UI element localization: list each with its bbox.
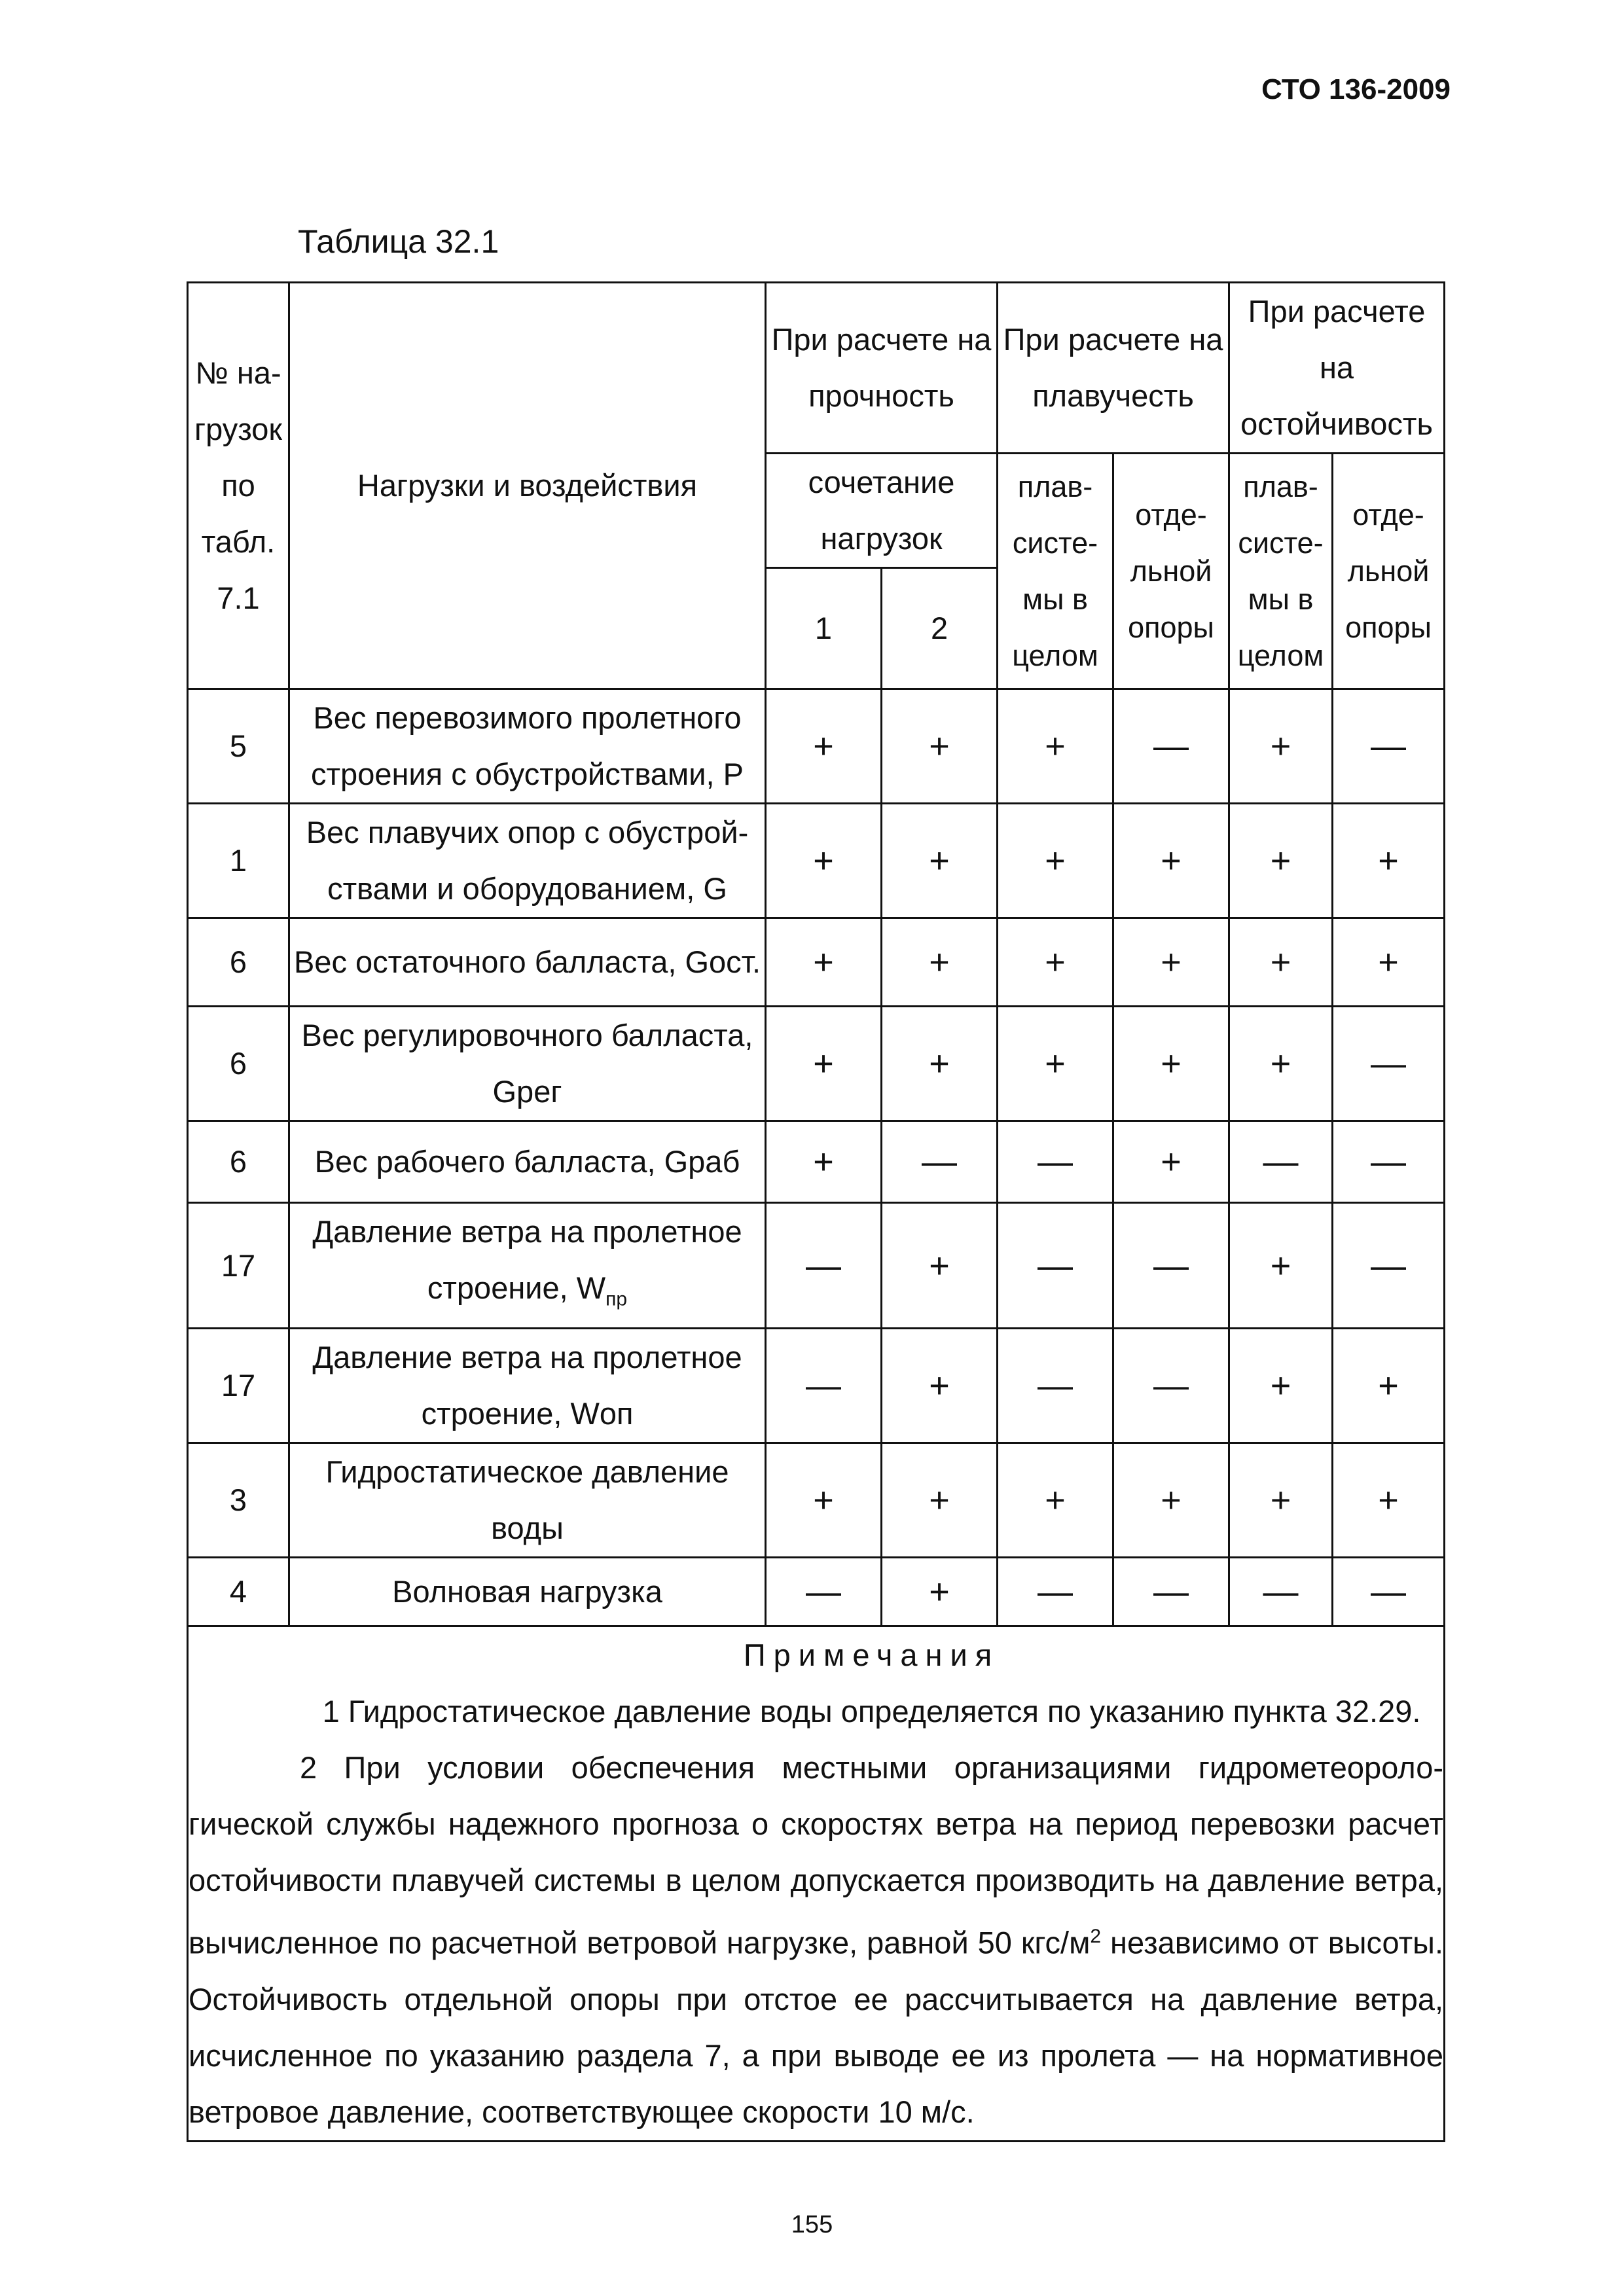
row-mark: +	[882, 918, 998, 1007]
row-description: Вес регулировочного балласта, Gрег	[289, 1007, 766, 1121]
notes-cell	[188, 1626, 1445, 2142]
row-description: Вес остаточного балласта, Gост.	[289, 918, 766, 1007]
row-load-number: 17	[188, 1203, 289, 1329]
header-stability-single-support: отде-льной опоры	[1333, 454, 1445, 689]
page-number: 155	[791, 2211, 833, 2238]
header-strength: При расчете на прочность	[766, 283, 998, 454]
row-description: Вес плавучих опор с обустрой-ствами и оборудованием, G	[289, 804, 766, 918]
row-mark: —	[766, 1329, 882, 1443]
row-mark: +	[766, 1007, 882, 1121]
row-load-number: 17	[188, 1329, 289, 1443]
row-mark: +	[882, 1443, 998, 1558]
row-description-subscript: пр	[605, 1288, 628, 1310]
loads-table	[187, 281, 1445, 2142]
row-mark: +	[1113, 1443, 1229, 1558]
row-mark: —	[1333, 689, 1445, 804]
row-mark: —	[998, 1121, 1113, 1203]
table-row	[188, 1121, 1445, 1203]
row-mark: +	[1113, 918, 1229, 1007]
header-buoyancy-single-support: отде-льной опоры	[1113, 454, 1229, 689]
document-code: СТО 136-2009	[1261, 73, 1451, 105]
row-load-number: 1	[188, 804, 289, 918]
row-mark: +	[1229, 689, 1333, 804]
row-mark: +	[1229, 1203, 1333, 1329]
row-mark: +	[1229, 804, 1333, 918]
row-load-number: 6	[188, 918, 289, 1007]
row-mark: +	[1229, 918, 1333, 1007]
note-2	[189, 1740, 1443, 2140]
row-mark: +	[1113, 804, 1229, 918]
row-load-number: 5	[188, 689, 289, 804]
row-mark: +	[1333, 1443, 1445, 1558]
row-description: Вес рабочего балласта, Gраб	[289, 1121, 766, 1203]
row-mark: +	[766, 918, 882, 1007]
row-mark: —	[1113, 689, 1229, 804]
notes-title: Примечания	[743, 1638, 1000, 1673]
row-mark: —	[998, 1329, 1113, 1443]
row-mark: +	[882, 1558, 998, 1626]
row-mark: —	[1333, 1203, 1445, 1329]
row-mark: +	[1333, 1329, 1445, 1443]
row-mark: +	[882, 1007, 998, 1121]
row-mark: —	[882, 1121, 998, 1203]
row-description: Волновая нагрузка	[289, 1558, 766, 1626]
table-row	[188, 1443, 1445, 1558]
note-1: 1 Гидростатическое давление воды определяется по указанию пункта 32.29.	[322, 1694, 1421, 1729]
row-mark: +	[766, 804, 882, 918]
row-mark: —	[1113, 1203, 1229, 1329]
table-row	[188, 1203, 1445, 1329]
header-combination: сочетание нагрузок	[766, 454, 998, 568]
row-mark: +	[998, 1443, 1113, 1558]
row-mark: —	[1229, 1121, 1333, 1203]
header-loads-description: Нагрузки и воздействия	[289, 283, 766, 689]
row-mark: +	[1229, 1443, 1333, 1558]
header-combination-1: 1	[766, 568, 882, 689]
row-mark: +	[998, 918, 1113, 1007]
row-mark: +	[882, 1203, 998, 1329]
row-load-number: 6	[188, 1007, 289, 1121]
header-buoyancy: При расчете на плавучесть	[998, 283, 1229, 454]
row-mark: +	[1229, 1329, 1333, 1443]
table-row	[188, 1007, 1445, 1121]
row-mark: +	[998, 689, 1113, 804]
row-mark: +	[1333, 918, 1445, 1007]
table-row	[188, 1329, 1445, 1443]
row-load-number: 6	[188, 1121, 289, 1203]
header-combination-2: 2	[882, 568, 998, 689]
header-stability-whole-system: плав-систе-мы в целом	[1229, 454, 1333, 689]
row-mark: —	[998, 1203, 1113, 1329]
row-mark: +	[1333, 804, 1445, 918]
row-mark: —	[1333, 1558, 1445, 1626]
row-mark: +	[998, 1007, 1113, 1121]
row-mark: +	[766, 1443, 882, 1558]
row-mark: —	[1229, 1558, 1333, 1626]
header-buoyancy-whole-system: плав-систе-мы в целом	[998, 454, 1113, 689]
row-mark: +	[1229, 1007, 1333, 1121]
note-2-text-part1: 2 При условии обеспечения местными организациями гидрометеороло-гической службы надежного прогноза о скоростях ветра на период перевозки расчет остойчивости плавучей системы в целом допускается производить на давление ветра, вычисленное по расчетной ветровой нагрузке, равной 50 кгс/м	[189, 1750, 1444, 1961]
row-description: Гидростатическое давление воды	[289, 1443, 766, 1558]
row-mark: +	[998, 804, 1113, 918]
row-load-number: 3	[188, 1443, 289, 1558]
row-mark: +	[882, 689, 998, 804]
row-description: Вес перевозимого пролетного строения с обустройствами, P	[289, 689, 766, 804]
row-description: Давление ветра на пролетное строение, Wоп	[289, 1329, 766, 1443]
row-mark: —	[1333, 1121, 1445, 1203]
row-mark: +	[882, 804, 998, 918]
row-mark: +	[882, 1329, 998, 1443]
header-load-number: № на-грузок по табл. 7.1	[188, 283, 289, 689]
row-mark: +	[766, 689, 882, 804]
header-stability: При расчете на остойчивость	[1229, 283, 1445, 454]
table-row	[188, 804, 1445, 918]
note-2-superscript: 2	[1090, 1926, 1102, 1948]
row-mark: +	[1113, 1121, 1229, 1203]
row-mark: —	[1113, 1329, 1229, 1443]
table-row	[188, 918, 1445, 1007]
row-description	[289, 1203, 766, 1329]
table-row	[188, 1558, 1445, 1626]
row-load-number: 4	[188, 1558, 289, 1626]
row-mark: +	[1113, 1007, 1229, 1121]
note-2-text-part2: независимо от высоты. Остойчивость отдельной опоры при отстое ее рассчитывается на давление ветра, исчисленное по указанию раздела 7, а при выводе ее из пролета — на нормативное ветровое давление, соответствующее скорости 10 м/с.	[189, 1926, 1444, 2130]
row-mark: —	[766, 1203, 882, 1329]
row-mark: —	[1113, 1558, 1229, 1626]
row-mark: —	[998, 1558, 1113, 1626]
table-row	[188, 689, 1445, 804]
row-mark: —	[1333, 1007, 1445, 1121]
row-mark: —	[766, 1558, 882, 1626]
row-mark: +	[766, 1121, 882, 1203]
table-caption: Таблица 32.1	[298, 223, 499, 260]
row-description-text: Давление ветра на пролетное строение, W	[312, 1214, 742, 1305]
